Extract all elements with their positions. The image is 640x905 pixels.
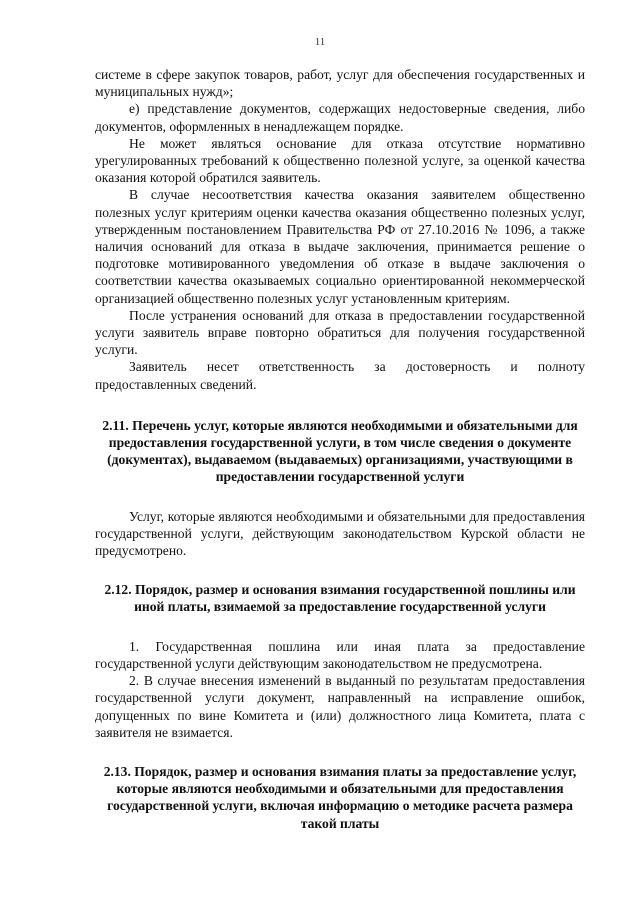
section-2-12-item-2: 2. В случае внесения изменений в выданный по результатам предоставления государственной услуги документ, направленный на исправление ошибок, допущенных по вине Комитета и (или) должностного лица Комитета, плата с заявителя не взимается. <box>95 673 585 740</box>
paragraph-no-basis: Не может являться основание для отказа отсутствие нормативно урегулированных требований к общественно полезной услуге, за оценкой качества оказания которой обратился заявитель. <box>95 135 585 186</box>
section-heading-2-11: 2.11. Перечень услуг, которые являются необходимыми и обязательными для предоставления государственной услуги, в том числе сведения о документе (документах), выдаваемом (выдаваемых) организациями, участвующими в предоставлении государственной услуги <box>102 417 578 485</box>
section-2-11-text: Услуг, которые являются необходимыми и обязательными для предоставления государственной услуги, действующим законодательством Курской области не предусмотрено. <box>95 508 585 559</box>
page-number: 11 <box>314 36 326 48</box>
document-body <box>95 66 585 832</box>
paragraph-quality-mismatch: В случае несоответствия качества оказания заявителем общественно полезных услуг критериям оценки качества оказания общественно полезных услуг, утвержденным постановлением Правительства РФ от 27.10.2016 № 1096, а также наличия оснований для отказа в выдаче заключения, принимается решение о подготовке мотивированного уведомления об отказе в выдаче заключения о соответствии качества оказываемых социально ориентированной некоммерческой организацией общественно полезных услуг установленным критериям. <box>95 187 585 306</box>
paragraph-responsibility: Заявитель несет ответственность за достоверность и полноту предоставленных сведений. <box>95 359 585 392</box>
paragraph-reapply: После устранения оснований для отказа в предоставлении государственной услуги заявитель вправе повторно обратиться для получения государственной услуги. <box>95 307 585 358</box>
section-heading-2-12: 2.12. Порядок, размер и основания взимания государственной пошлины или иной платы, взимаемой за предоставление государственной услуги <box>104 582 576 615</box>
paragraph-continuation: системе в сфере закупок товаров, работ, услуг для обеспечения государственных и муниципальных нужд»; <box>95 67 585 100</box>
paragraph-item-e: е) представление документов, содержащих недостоверные сведения, либо документов, оформленных в ненадлежащем порядке. <box>95 101 585 134</box>
section-2-12-item-1: 1. Государственная пошлина или иная плата за предоставление государственной услуги действующим законодательством не предусмотрена. <box>95 638 585 671</box>
section-heading-2-13: 2.13. Порядок, размер и основания взимания платы за предоставление услуг, которые являются необходимыми и обязательными для предоставления государственной услуги, включая информацию о методике расчета размера такой платы <box>103 763 577 831</box>
